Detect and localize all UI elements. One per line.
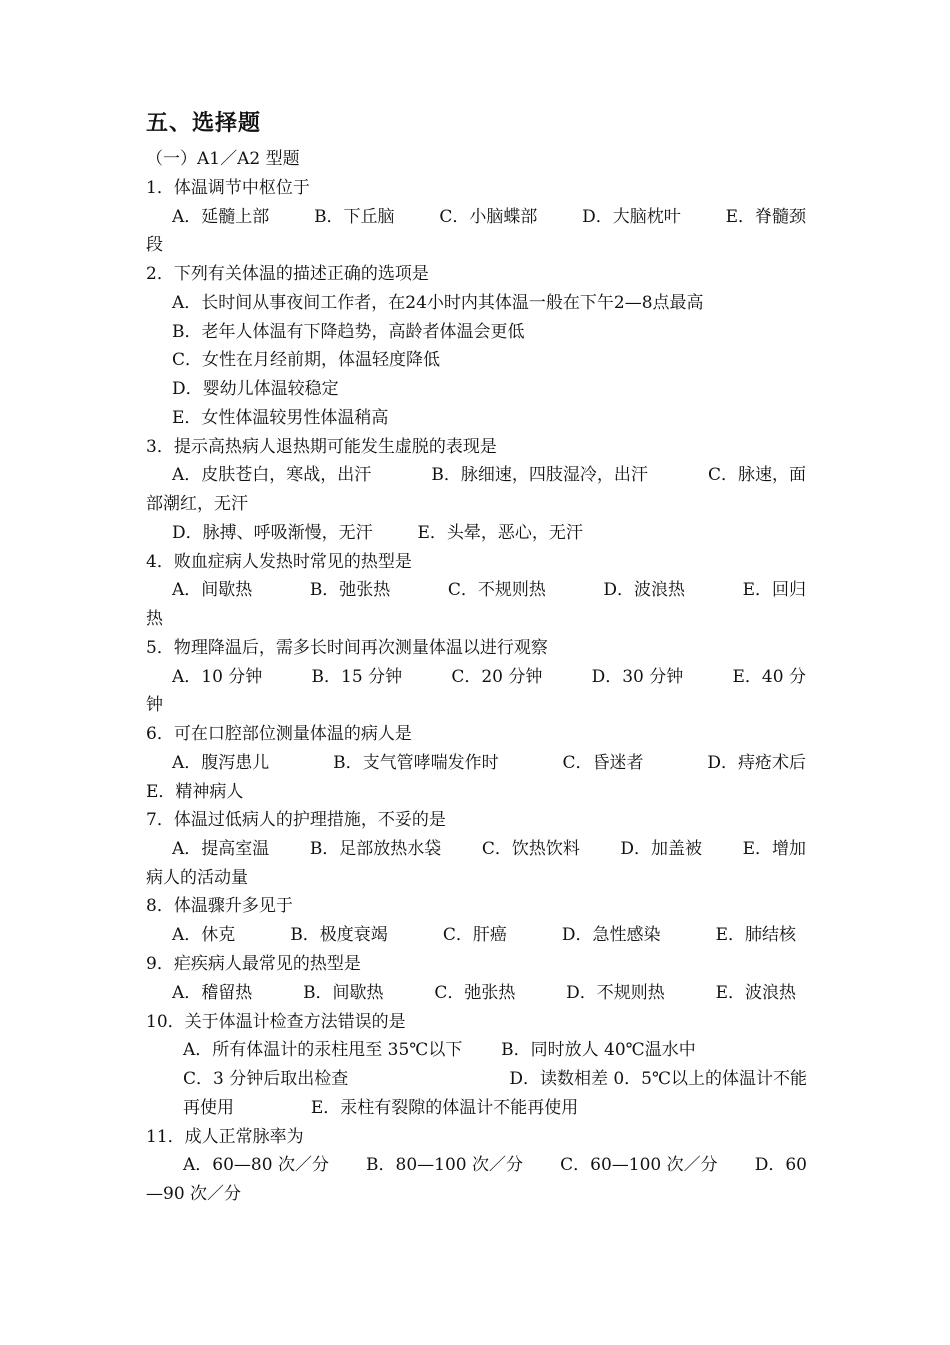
option: D．30 分钟 [591, 667, 684, 687]
option: D．婴幼儿体温较稳定 [172, 379, 339, 399]
option: D．大脑枕叶 [582, 207, 681, 227]
option: B．足部放热水袋 [309, 839, 442, 859]
option: B．极度衰竭 [290, 925, 388, 945]
option: A．提高室温 [172, 839, 270, 859]
question-stem: 2．下列有关体温的描述正确的选项是 [146, 264, 429, 284]
option-continuation: 病人的活动量 [146, 868, 248, 888]
option: A．稽留热 [172, 983, 253, 1003]
options-row [172, 981, 796, 1005]
question-stem: 7．体温过低病人的护理措施，不妥的是 [146, 810, 446, 830]
option: B．同时放人 40℃温水中 [501, 1040, 696, 1060]
option: E．肺结核 [715, 925, 796, 945]
options-row [183, 1067, 807, 1091]
section-title: 五、选择题 [146, 111, 262, 136]
option: B．15 分钟 [311, 667, 403, 687]
option: A．长时间从事夜间工作者，在24小时内其体温一般在下午2—8点最高 [172, 293, 704, 313]
options-row [172, 463, 806, 487]
option-continuation: 再使用 [183, 1098, 234, 1118]
question-stem: 5．物理降温后，需多长时间再次测量体温以进行观察 [146, 638, 548, 658]
option: D．痔疮术后 [707, 753, 806, 773]
option: D．60 [754, 1155, 807, 1175]
option-continuation: E．精神病人 [146, 782, 244, 802]
option: C．昏迷者 [562, 753, 644, 773]
option: E．汞柱有裂隙的体温计不能再使用 [310, 1098, 579, 1118]
option: D．加盖被 [620, 839, 703, 859]
option-continuation: 段 [146, 235, 163, 255]
options-row [172, 578, 806, 602]
option: B．支气管哮喘发作时 [333, 753, 499, 773]
option-continuation: 钟 [146, 695, 163, 715]
option: A．60—80 次／分 [183, 1155, 329, 1175]
option: C．60—100 次／分 [560, 1155, 718, 1175]
option: A．腹泻患儿 [172, 753, 270, 773]
option: D．急性感染 [561, 925, 661, 945]
options-row [172, 837, 806, 861]
options-row [172, 205, 806, 229]
option: E．40 分 [732, 667, 806, 687]
option: B．弛张热 [309, 580, 391, 600]
option: C．饮热饮料 [481, 839, 580, 859]
option-continuation: 热 [146, 609, 163, 629]
option: D．不规则热 [566, 983, 665, 1003]
options-row [183, 1096, 845, 1120]
option: B．80—100 次／分 [366, 1155, 524, 1175]
option: A．所有体温计的汞柱甩至 35℃以下 [183, 1040, 463, 1060]
option: E．回归 [742, 580, 806, 600]
option: A．间歇热 [172, 580, 253, 600]
question-stem: 3．提示高热病人退热期可能发生虚脱的表现是 [146, 437, 497, 457]
question-stem: 6．可在口腔部位测量体温的病人是 [146, 724, 412, 744]
option: A．皮肤苍白，寒战，出汗 [172, 465, 372, 485]
option: B．下丘脑 [314, 207, 395, 227]
option: C．女性在月经前期，体温轻度降低 [172, 350, 441, 370]
option: E．头晕，恶心，无汗 [417, 523, 583, 543]
option: E．女性体温较男性体温稍高 [172, 408, 389, 428]
option: D．脉搏、呼吸渐慢，无汗 [172, 523, 373, 543]
option: C．20 分钟 [451, 667, 543, 687]
option: B．间歇热 [303, 983, 384, 1003]
option: C．弛张热 [434, 983, 516, 1003]
options-row [183, 1153, 807, 1177]
option: A．10 分钟 [172, 667, 263, 687]
question-stem: 10．关于体温计检查方法错误的是 [146, 1012, 406, 1032]
option: C．肝癌 [442, 925, 507, 945]
options-row [183, 1038, 845, 1062]
option: E．脊髓颈 [725, 207, 806, 227]
subsection-title: （一）A1／A2 型题 [146, 149, 300, 169]
option: C．3 分钟后取出检查 [183, 1069, 349, 1089]
option: D．波浪热 [603, 580, 686, 600]
options-row [172, 521, 834, 545]
option: A．休克 [172, 925, 236, 945]
option: B．脉细速，四肢湿冷，出汗 [431, 465, 648, 485]
question-stem: 9．疟疾病人最常见的热型是 [146, 954, 361, 974]
option: C．脉速，面 [707, 465, 806, 485]
question-stem: 4．败血症病人发热时常见的热型是 [146, 552, 412, 572]
question-stem: 11．成人正常脉率为 [146, 1127, 304, 1147]
options-row [172, 665, 806, 689]
option: D．读数相差 0．5℃以上的体温计不能 [509, 1069, 807, 1089]
options-row [172, 751, 806, 775]
option: E．增加 [742, 839, 806, 859]
option: C．小脑蝶部 [439, 207, 538, 227]
options-row [172, 923, 796, 947]
option: E．波浪热 [715, 983, 796, 1003]
option: B．老年人体温有下降趋势，高龄者体温会更低 [172, 322, 525, 342]
option: C．不规则热 [447, 580, 546, 600]
question-stem: 1．体温调节中枢位于 [146, 178, 310, 198]
question-stem: 8．体温骤升多见于 [146, 896, 293, 916]
option-continuation: 部潮红，无汗 [146, 494, 248, 514]
option: A．延髓上部 [172, 207, 270, 227]
option-continuation: —90 次／分 [146, 1184, 242, 1204]
